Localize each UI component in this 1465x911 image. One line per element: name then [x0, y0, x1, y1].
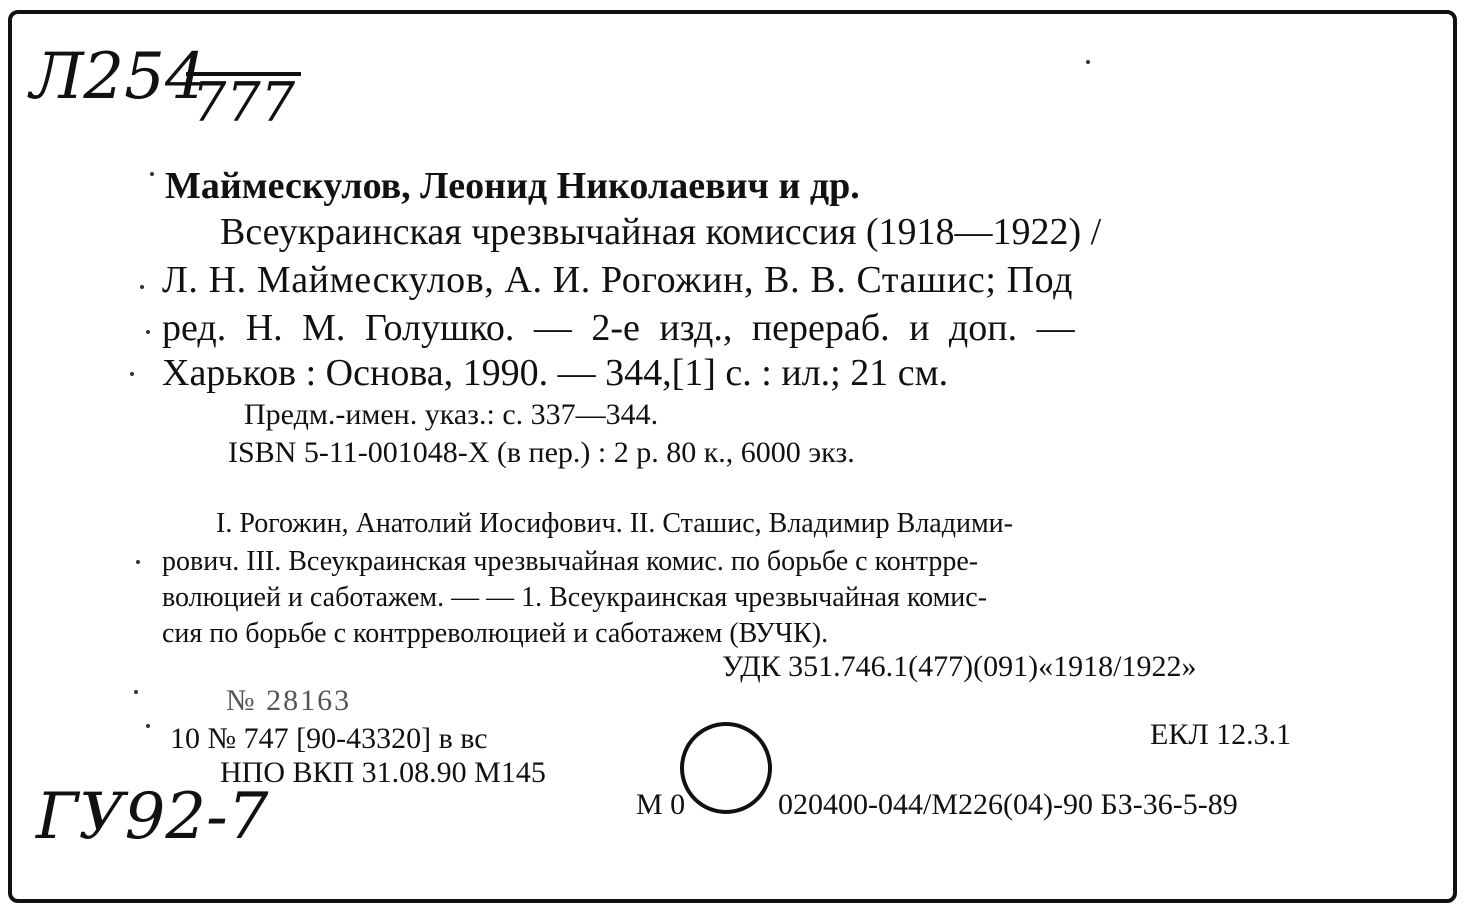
speck	[136, 560, 140, 564]
note-isbn: ISBN 5-11-001048-X (в пер.) : 2 р. 80 к., 6000 экз.	[228, 436, 855, 469]
bottom-code: 020400-044/М226(04)-90 БЗ-36-5-89	[778, 788, 1238, 821]
order-line: 10 № 747 [90-43320] в вс	[170, 722, 488, 755]
note-index: Предм.-имен. указ.: с. 337—344.	[244, 398, 659, 431]
author-heading: Маймескулов, Леонид Николаевич и др.	[165, 165, 860, 207]
shelfmark-prefix: Л254	[30, 40, 206, 114]
tracing-line: волюцией и саботажем. — — 1. Всеукраинская чрезвычайная комис-	[162, 582, 988, 613]
speck	[1086, 60, 1090, 64]
handwritten-code: ГУ92-7	[36, 780, 269, 854]
description-line: Харьков : Основа, 1990. — 344,[1] с. : ил.; 21 см.	[162, 352, 949, 394]
stamp-number: № 28163	[226, 684, 352, 717]
description-line: Всеукраинская чрезвычайная комиссия (1918—1922) /	[220, 211, 1102, 253]
tracing-line: I. Рогожин, Анатолий Иосифович. II. Сташис, Владимир Владими-	[216, 508, 1013, 539]
speck	[146, 330, 150, 334]
speck	[134, 690, 138, 694]
speck	[150, 172, 154, 176]
ekl-code: ЕКЛ 12.3.1	[1150, 718, 1292, 751]
speck	[146, 724, 150, 728]
tracing-line: сия по борьбе с контрреволюцией и саботажем (ВУЧК).	[162, 618, 829, 649]
description-line: Л. Н. Маймескулов, А. И. Рогожин, В. В. Сташис; Под	[162, 259, 1074, 301]
udc-code: УДК 351.746.1(477)(091)«1918/1922»	[722, 650, 1197, 683]
punch-hole	[680, 722, 772, 814]
speck	[140, 285, 144, 289]
shelfmark-number: 777	[186, 72, 301, 130]
tracing-line: рович. III. Всеукраинская чрезвычайная комис. по борьбе с контрре-	[162, 546, 979, 577]
publisher-line: НПО ВКП 31.08.90 М145	[220, 756, 546, 789]
bottom-code-prefix: М 0	[636, 788, 686, 821]
speck	[130, 372, 134, 376]
description-line: ред. Н. М. Голушко. — 2-е изд., перераб. и доп. —	[162, 307, 1075, 349]
